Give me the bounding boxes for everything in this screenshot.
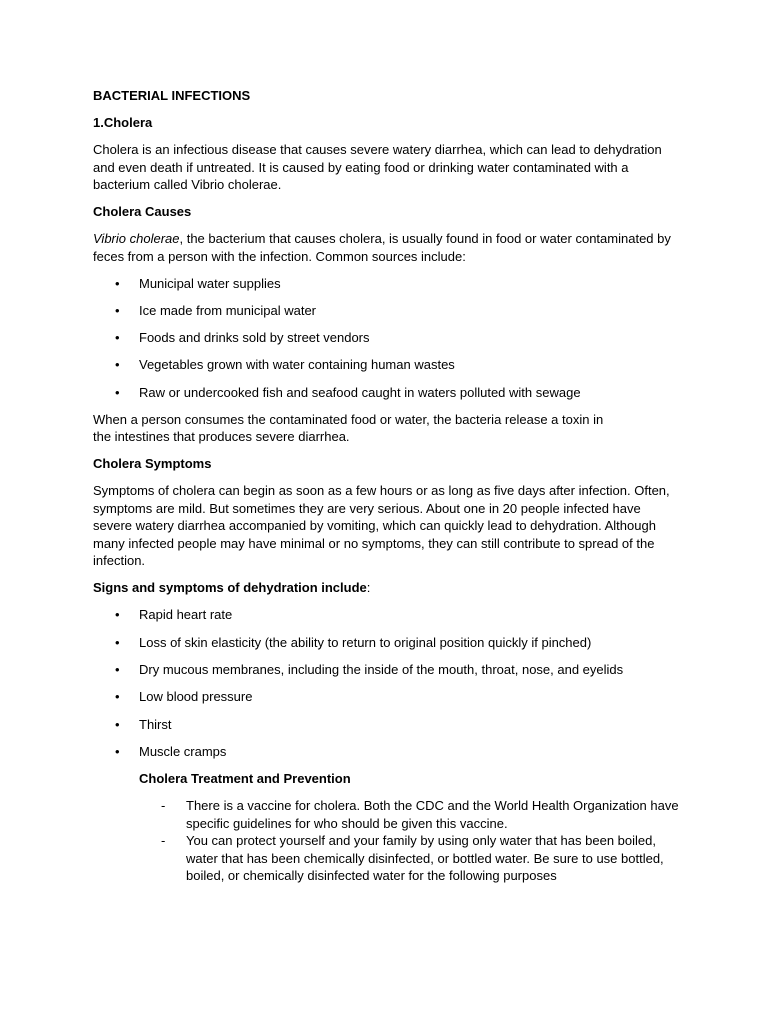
sources-list	[93, 275, 683, 402]
list-item	[93, 634, 683, 652]
list-item	[93, 743, 683, 761]
list-item	[93, 356, 683, 374]
intro-paragraph: Cholera is an infectious disease that causes severe watery diarrhea, which can lead to dehydration and even death if untreated. It is caused by eating food or drinking water contaminated with a bacterium called Vibrio cholerae.	[93, 142, 662, 192]
sign-text: Low blood pressure	[139, 689, 253, 705]
bullet-icon: •	[115, 357, 120, 373]
sign-text: Thirst	[139, 716, 172, 732]
bullet-icon: •	[115, 743, 120, 759]
list-item	[93, 661, 683, 679]
list-item	[93, 329, 683, 347]
source-text: Vegetables grown with water containing human wastes	[139, 357, 455, 373]
dehydration-signs-list	[93, 606, 683, 760]
document-body	[93, 87, 683, 885]
symptoms-heading: Cholera Symptoms	[93, 456, 212, 472]
dash-icon: -	[161, 798, 166, 814]
causes-text: , the bacterium that causes cholera, is usually found in food or water contaminated by feces from a person with the infection. Common sources include:	[93, 231, 671, 264]
causes-heading: Cholera Causes	[93, 204, 192, 219]
list-item	[93, 384, 683, 402]
bullet-icon: •	[115, 716, 120, 732]
bullet-icon: •	[115, 302, 120, 318]
list-item	[93, 716, 683, 734]
list-item	[93, 832, 683, 885]
bullet-icon: •	[115, 607, 120, 623]
list-item	[93, 302, 683, 320]
causes-italic-lead: Vibrio cholerae	[93, 231, 180, 246]
dehydration-heading-suffix: :	[366, 580, 371, 596]
source-text: Ice made from municipal water	[139, 302, 317, 318]
list-item	[93, 275, 683, 293]
sign-text: Rapid heart rate	[139, 607, 233, 623]
bullet-icon: •	[115, 662, 120, 678]
source-text: Foods and drinks sold by street vendors	[139, 330, 370, 346]
causes-after-line1: When a person consumes the contaminated food or water, the bacteria release a toxin in	[93, 411, 604, 427]
source-text: Raw or undercooked fish and seafood caught in waters polluted with sewage	[139, 384, 581, 400]
sign-text: Muscle cramps	[139, 743, 227, 759]
bullet-icon: •	[115, 689, 120, 705]
bullet-icon: •	[115, 275, 120, 291]
causes-after-line2: the intestines that produces severe diarrhea.	[93, 429, 350, 445]
dash-icon: -	[161, 833, 166, 849]
list-item	[93, 797, 683, 832]
treatment-text: There is a vaccine for cholera. Both the CDC and the World Health Organization have specific guidelines for who should be given this vaccine.	[186, 798, 679, 831]
sign-text: Dry mucous membranes, including the inside of the mouth, throat, nose, and eyelids	[139, 662, 624, 678]
bullet-icon: •	[115, 330, 120, 346]
list-item	[93, 606, 683, 624]
bullet-icon: •	[115, 384, 120, 400]
document-title: BACTERIAL INFECTIONS	[93, 88, 251, 103]
causes-after-paragraph	[93, 411, 683, 446]
sign-text: Loss of skin elasticity (the ability to return to original position quickly if pinched)	[139, 634, 592, 650]
treatment-heading: Cholera Treatment and Prevention	[139, 771, 351, 787]
symptoms-paragraph: Symptoms of cholera can begin as soon as a few hours or as long as five days after infection. Often, symptoms are mild. But sometimes they are very serious. About one in 20 people infected have severe watery diarrhea accompanied by vomiting, which can quickly lead to dehydration. Although many infected people may have minimal or no symptoms, they can still contribute to spread of the infection.	[93, 483, 670, 569]
bullet-icon: •	[115, 634, 120, 650]
treatment-text: You can protect yourself and your family by using only water that has been boiled, water that has been chemically disinfected, or bottled water. Be sure to use bottled, boiled, or chemically disinfected water for the following purposes	[186, 833, 664, 884]
treatment-list	[93, 797, 683, 885]
section-heading: 1.Cholera	[93, 115, 153, 130]
source-text: Municipal water supplies	[139, 275, 281, 291]
list-item	[93, 688, 683, 706]
dehydration-heading-line	[93, 579, 683, 597]
dehydration-heading: Signs and symptoms of dehydration include	[93, 580, 367, 596]
causes-paragraph	[93, 230, 683, 265]
